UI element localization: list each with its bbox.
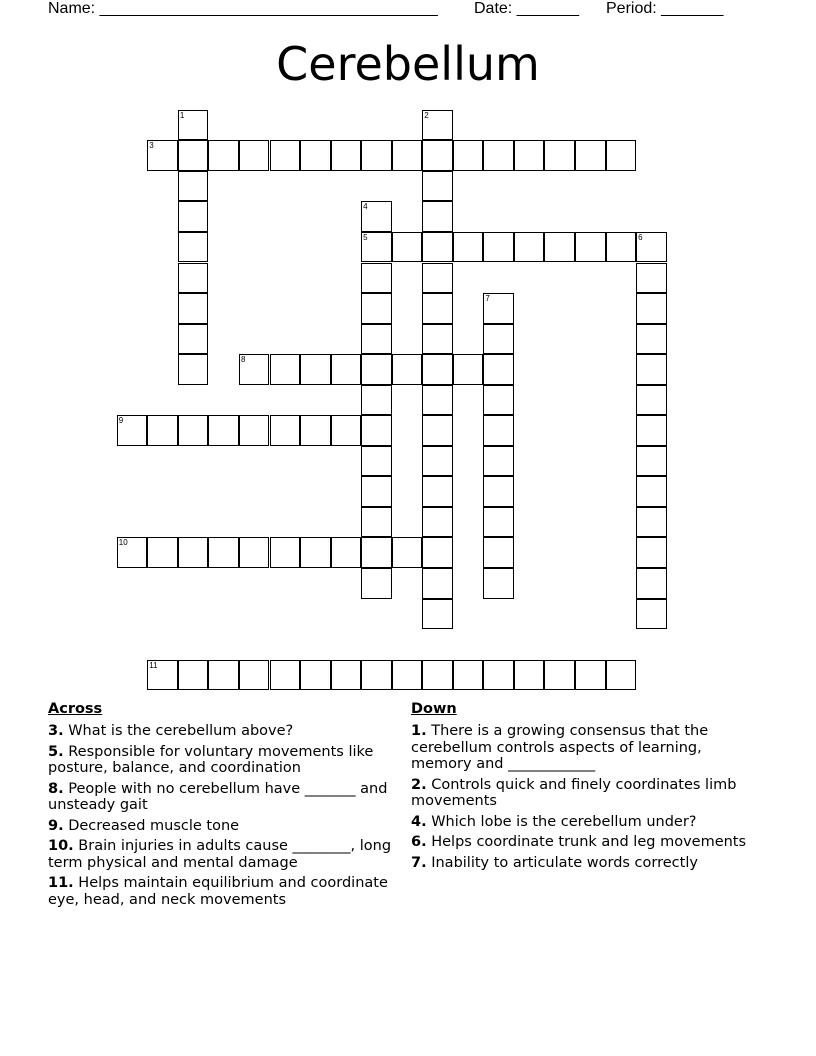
- grid-cell[interactable]: [483, 415, 514, 446]
- grid-cell[interactable]: [361, 568, 392, 599]
- grid-cell[interactable]: [422, 568, 453, 599]
- clue-text: Responsible for voluntary movements like posture, balance, and coordination: [48, 743, 374, 776]
- grid-cell[interactable]: [239, 415, 270, 446]
- grid-cell[interactable]: [239, 537, 270, 568]
- grid-cell[interactable]: [239, 354, 270, 385]
- grid-cell[interactable]: [208, 140, 239, 171]
- clue-number: 7.: [411, 854, 427, 871]
- grid-cell[interactable]: [422, 232, 453, 263]
- grid-cell[interactable]: [483, 446, 514, 477]
- grid-cell[interactable]: [483, 537, 514, 568]
- grid-cell[interactable]: [483, 140, 514, 171]
- grid-cell[interactable]: [422, 446, 453, 477]
- grid-cell[interactable]: [178, 293, 209, 324]
- grid-cell[interactable]: [270, 415, 301, 446]
- grid-cell[interactable]: [361, 385, 392, 416]
- grid-cell[interactable]: [636, 568, 667, 599]
- grid-cell[interactable]: [208, 537, 239, 568]
- grid-cell[interactable]: [270, 537, 301, 568]
- grid-cell[interactable]: [422, 324, 453, 355]
- grid-cell[interactable]: [331, 140, 362, 171]
- cell-number: 7: [485, 294, 490, 304]
- grid-cell[interactable]: [392, 232, 423, 263]
- grid-cell[interactable]: [575, 232, 606, 263]
- clue-across-11: [48, 875, 393, 908]
- grid-cell[interactable]: [300, 354, 331, 385]
- cell-number: 3: [149, 141, 154, 151]
- grid-cell[interactable]: [147, 537, 178, 568]
- grid-cell[interactable]: [270, 354, 301, 385]
- cell-number: 4: [363, 202, 368, 212]
- cell-number: 2: [424, 110, 429, 120]
- grid-cell[interactable]: [483, 476, 514, 507]
- grid-cell[interactable]: [300, 140, 331, 171]
- grid-cell[interactable]: [392, 354, 423, 385]
- grid-cell[interactable]: [422, 201, 453, 232]
- grid-cell[interactable]: [483, 324, 514, 355]
- grid-cell[interactable]: [422, 507, 453, 538]
- grid-cell[interactable]: [270, 660, 301, 691]
- grid-cell[interactable]: [178, 324, 209, 355]
- cell-number: 1: [179, 110, 185, 120]
- grid-cell[interactable]: [483, 354, 514, 385]
- clue-down-7: [411, 855, 756, 872]
- grid-cell[interactable]: [392, 660, 423, 691]
- grid-cell[interactable]: [422, 476, 453, 507]
- cell-number: 6: [638, 232, 643, 242]
- clue-text: What is the cerebellum above?: [68, 723, 294, 739]
- grid-cell[interactable]: [636, 293, 667, 324]
- grid-cell[interactable]: [636, 476, 667, 507]
- grid-cell[interactable]: [483, 293, 514, 324]
- across-heading: Across: [48, 701, 103, 717]
- grid-cell[interactable]: [422, 171, 453, 202]
- clue-across-3: [48, 723, 393, 740]
- clue-across-10: [48, 838, 393, 871]
- grid-cell[interactable]: [606, 660, 637, 691]
- grid-cell[interactable]: [483, 232, 514, 263]
- grid-cell[interactable]: [636, 507, 667, 538]
- grid-cell[interactable]: [636, 446, 667, 477]
- clue-text: Helps coordinate trunk and leg movements: [431, 834, 747, 850]
- grid-cell[interactable]: [636, 385, 667, 416]
- grid-cell[interactable]: [544, 232, 575, 263]
- clue-number: 5.: [48, 743, 64, 760]
- clue-text: There is a growing consensus that the cerebellum controls aspects of learning, memory and ____________: [411, 723, 709, 772]
- grid-cell[interactable]: [483, 568, 514, 599]
- clue-number: 11.: [48, 875, 74, 891]
- grid-cell[interactable]: [331, 660, 362, 691]
- grid-cell[interactable]: [117, 415, 148, 446]
- grid-cell[interactable]: [575, 660, 606, 691]
- grid-cell[interactable]: [178, 537, 209, 568]
- grid-cell[interactable]: [361, 507, 392, 538]
- grid-cell[interactable]: [117, 537, 148, 568]
- grid-cell[interactable]: [422, 354, 453, 385]
- grid-cell[interactable]: [636, 537, 667, 568]
- grid-cell[interactable]: [392, 140, 423, 171]
- grid-cell[interactable]: [453, 354, 484, 385]
- clue-across-9: [48, 818, 393, 835]
- grid-cell[interactable]: [239, 140, 270, 171]
- grid-cell[interactable]: [422, 599, 453, 630]
- grid-cell[interactable]: [270, 140, 301, 171]
- grid-cell[interactable]: [208, 660, 239, 691]
- grid-cell[interactable]: [300, 537, 331, 568]
- grid-cell[interactable]: [422, 293, 453, 324]
- grid-cell[interactable]: [178, 263, 209, 294]
- cell-number: 11: [149, 660, 158, 670]
- grid-cell[interactable]: [178, 110, 209, 141]
- grid-cell[interactable]: [178, 415, 209, 446]
- grid-cell[interactable]: [636, 354, 667, 385]
- grid-cell[interactable]: [147, 140, 178, 171]
- clue-number: 9.: [48, 817, 64, 834]
- clue-number: 1.: [411, 723, 427, 739]
- clue-number: 4.: [411, 813, 427, 830]
- grid-cell[interactable]: [147, 415, 178, 446]
- clue-number: 6.: [411, 834, 427, 850]
- grid-cell[interactable]: [422, 263, 453, 294]
- grid-cell[interactable]: [361, 232, 392, 263]
- grid-cell[interactable]: [422, 660, 453, 691]
- grid-cell[interactable]: [178, 354, 209, 385]
- grid-cell[interactable]: [361, 415, 392, 446]
- grid-cell[interactable]: [636, 263, 667, 294]
- clue-text: Decreased muscle tone: [68, 817, 240, 834]
- clue-down-4: [411, 814, 756, 831]
- grid-cell[interactable]: [422, 110, 453, 141]
- grid-cell[interactable]: [361, 446, 392, 477]
- grid-cell[interactable]: [361, 293, 392, 324]
- grid-cell[interactable]: [178, 201, 209, 232]
- grid-cell[interactable]: [361, 537, 392, 568]
- grid-cell[interactable]: [422, 140, 453, 171]
- clue-text: Helps maintain equilibrium and coordinate eye, head, and neck movements: [48, 875, 388, 908]
- clue-down-6: [411, 834, 756, 851]
- grid-cell[interactable]: [514, 232, 545, 263]
- grid-cell[interactable]: [636, 599, 667, 630]
- grid-cell[interactable]: [331, 415, 362, 446]
- grid-cell[interactable]: [178, 171, 209, 202]
- grid-cell[interactable]: [147, 660, 178, 691]
- grid-cell[interactable]: [331, 354, 362, 385]
- clue-text: People with no cerebellum have _______ and unsteady gait: [48, 780, 388, 813]
- clue-text: Controls quick and finely coordinates limb movements: [411, 776, 737, 809]
- grid-cell[interactable]: [544, 660, 575, 691]
- grid-cell[interactable]: [300, 660, 331, 691]
- grid-cell[interactable]: [544, 140, 575, 171]
- grid-cell[interactable]: [361, 201, 392, 232]
- grid-cell[interactable]: [636, 415, 667, 446]
- clue-number: 3.: [48, 723, 64, 739]
- grid-cell[interactable]: [453, 140, 484, 171]
- grid-cell[interactable]: [636, 232, 667, 263]
- grid-cell[interactable]: [606, 140, 637, 171]
- grid-cell[interactable]: [636, 324, 667, 355]
- grid-cell[interactable]: [392, 537, 423, 568]
- clue-across-8: [48, 781, 393, 814]
- grid-cell[interactable]: [361, 354, 392, 385]
- down-heading: Down: [411, 701, 457, 717]
- clue-text: Brain injuries in adults cause ________, long term physical and mental damage: [48, 838, 392, 871]
- grid-cell[interactable]: [300, 415, 331, 446]
- grid-cell[interactable]: [361, 324, 392, 355]
- clue-number: 8.: [48, 780, 64, 797]
- grid-cell[interactable]: [178, 140, 209, 171]
- clue-text: Which lobe is the cerebellum under?: [431, 813, 697, 830]
- cell-number: 9: [118, 416, 124, 426]
- across-clues: [48, 700, 393, 912]
- grid-cell[interactable]: [422, 537, 453, 568]
- grid-cell[interactable]: [178, 232, 209, 263]
- grid-cell[interactable]: [606, 232, 637, 263]
- grid-cell[interactable]: [483, 660, 514, 691]
- cell-number: 10: [118, 538, 128, 548]
- clue-number: 10.: [48, 838, 74, 854]
- grid-cell[interactable]: [575, 140, 606, 171]
- grid-cell[interactable]: [483, 385, 514, 416]
- down-clues: [411, 700, 756, 875]
- clue-number: 2.: [411, 776, 427, 793]
- date-field-label[interactable]: Date: _______: [474, 0, 579, 17]
- grid-cell[interactable]: [422, 415, 453, 446]
- name-field-label[interactable]: Name: ______________________________________: [48, 0, 438, 17]
- grid-cell[interactable]: [483, 507, 514, 538]
- grid-cell[interactable]: [208, 415, 239, 446]
- clue-down-1: [411, 723, 756, 773]
- clue-down-2: [411, 777, 756, 810]
- cell-number: 8: [240, 355, 246, 365]
- grid-cell[interactable]: [453, 660, 484, 691]
- page-title: Cerebellum: [276, 37, 540, 91]
- clue-across-5: [48, 744, 393, 777]
- grid-cell[interactable]: [239, 660, 270, 691]
- grid-cell[interactable]: [361, 263, 392, 294]
- grid-cell[interactable]: [178, 660, 209, 691]
- grid-cell[interactable]: [361, 476, 392, 507]
- grid-cell[interactable]: [422, 385, 453, 416]
- grid-cell[interactable]: [361, 140, 392, 171]
- period-field-label[interactable]: Period: _______: [606, 0, 724, 17]
- grid-cell[interactable]: [331, 537, 362, 568]
- cell-number: 5: [363, 232, 368, 242]
- clue-text: Inability to articulate words correctly: [431, 854, 698, 871]
- grid-cell[interactable]: [361, 660, 392, 691]
- grid-cell[interactable]: [453, 232, 484, 263]
- grid-cell[interactable]: [514, 140, 545, 171]
- grid-cell[interactable]: [514, 660, 545, 691]
